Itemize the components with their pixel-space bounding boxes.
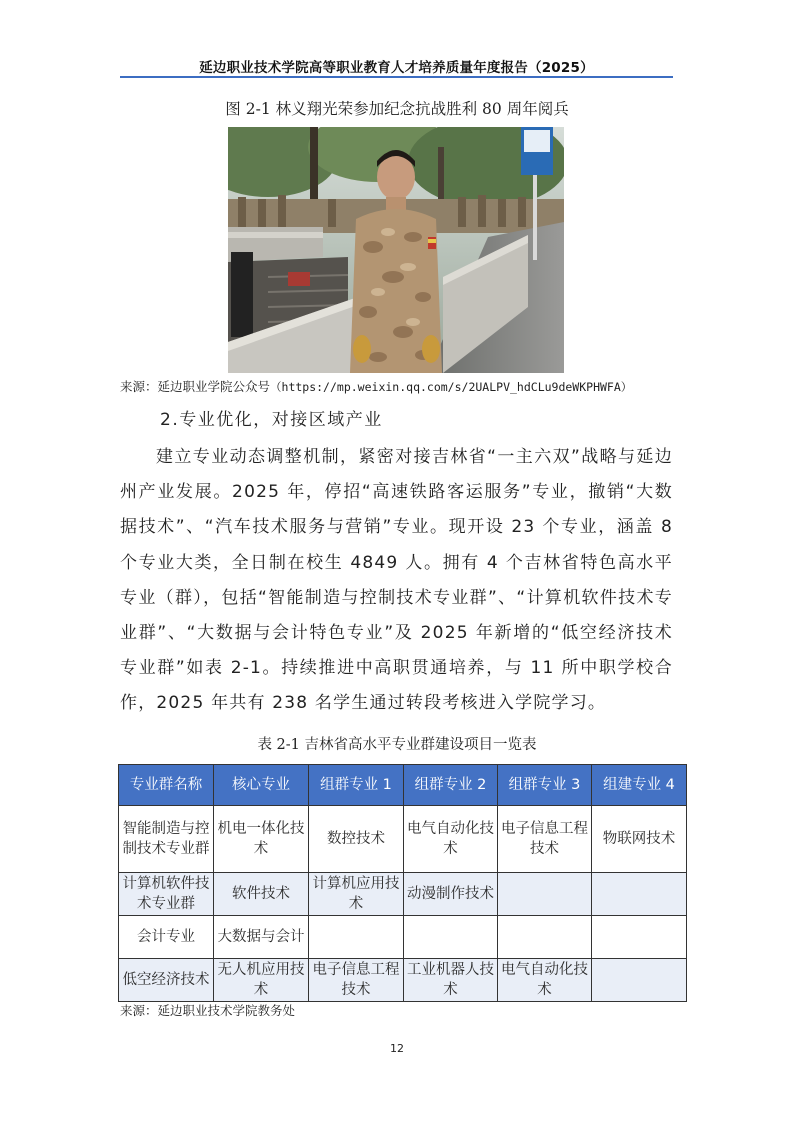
table-cell: 电子信息工程技术	[309, 959, 404, 1002]
table-cell: 电子信息工程技术	[498, 806, 592, 873]
parade-photo	[228, 127, 564, 373]
table-cell: 会计专业	[119, 916, 214, 959]
column-header: 组群专业 1	[309, 765, 404, 806]
table-cell	[498, 873, 592, 916]
section-heading: 2.专业优化，对接区域产业	[160, 410, 383, 430]
table-cell: 计算机软件技术专业群	[119, 873, 214, 916]
table-row	[119, 873, 687, 916]
table-cell	[309, 916, 404, 959]
table-row	[119, 959, 687, 1002]
table-cell: 计算机应用技术	[309, 873, 404, 916]
table-cell: 大数据与会计	[214, 916, 309, 959]
table-source: 来源：延边职业技术学院教务处	[120, 1003, 296, 1018]
column-header: 组群专业 3	[498, 765, 592, 806]
table-header-row	[119, 765, 687, 806]
figure-source	[120, 377, 632, 395]
column-header: 核心专业	[214, 765, 309, 806]
table-cell: 低空经济技术	[119, 959, 214, 1002]
header-rule	[120, 76, 673, 78]
table-cell: 电气自动化技术	[404, 806, 498, 873]
table-cell	[592, 959, 687, 1002]
specialty-group-table	[118, 764, 687, 1002]
figure-source-url: （https://mp.weixin.qq.com/s/2UALPV_hdCLu9deWKPHWFA）	[270, 380, 633, 394]
table-row	[119, 806, 687, 873]
figure-caption: 图 2-1 林义翔光荣参加纪念抗战胜利 80 周年阅兵	[225, 100, 569, 118]
column-header: 组建专业 4	[592, 765, 687, 806]
table-cell: 智能制造与控制技术专业群	[119, 806, 214, 873]
table-cell: 电气自动化技术	[498, 959, 592, 1002]
table-caption: 表 2-1 吉林省高水平专业群建设项目一览表	[257, 737, 537, 753]
page-number: 12	[390, 1042, 404, 1055]
table-cell: 无人机应用技术	[214, 959, 309, 1002]
table-cell	[404, 916, 498, 959]
body-paragraph: 建立专业动态调整机制，紧密对接吉林省“一主六双”战略与延边州产业发展。2025 年，停招“高速铁路客运服务”专业，撤销“大数据技术”、“汽车技术服务与营销”专业。现开设 23 个专业，涵盖 8 个专业大类，全日制在校生 4849 人。拥有 4 个吉林省特色高水平专业（群），包括“智能制造与控制技术专业群”、“计算机软件技术专业群”、“大数据与会计特色专业”及 2025 年新增的“低空经济技术专业群”如表 2-1。持续推进中高职贯通培养，与 11 所中职学校合作，2025 年共有 238 名学生通过转段考核进入学院学习。	[120, 447, 673, 714]
table-cell: 数控技术	[309, 806, 404, 873]
table-cell: 机电一体化技术	[214, 806, 309, 873]
column-header: 专业群名称	[119, 765, 214, 806]
column-header: 组群专业 2	[404, 765, 498, 806]
table-cell: 动漫制作技术	[404, 873, 498, 916]
figure-source-label: 来源：延边职业学院公众号	[120, 379, 271, 394]
table-cell: 工业机器人技术	[404, 959, 498, 1002]
table-cell: 软件技术	[214, 873, 309, 916]
table-cell	[592, 873, 687, 916]
running-header: 延边职业技术学院高等职业教育人才培养质量年度报告（2025）	[199, 60, 594, 76]
table-row	[119, 916, 687, 959]
table-cell	[498, 916, 592, 959]
table-cell: 物联网技术	[592, 806, 687, 873]
table-cell	[592, 916, 687, 959]
